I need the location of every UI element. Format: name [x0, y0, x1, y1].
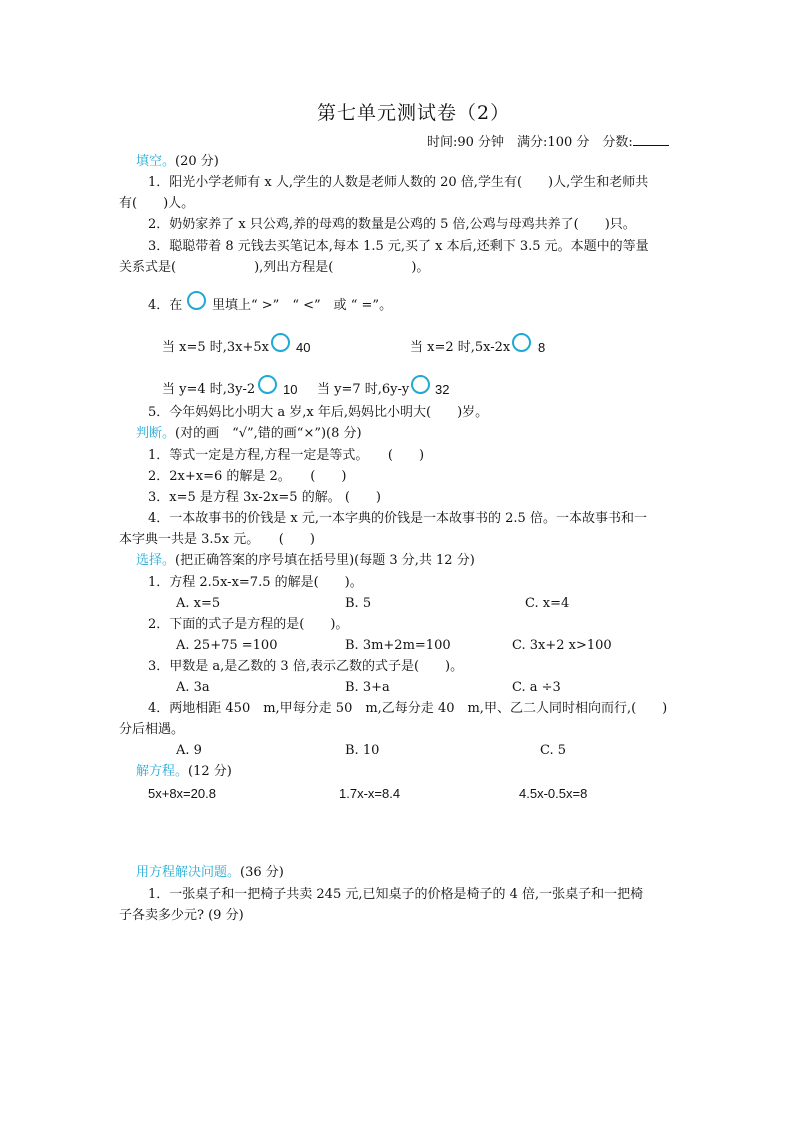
- choice-q1-option-b[interactable]: B. 5: [345, 596, 372, 611]
- equation-2: 1.7x-x=8.4: [339, 786, 401, 801]
- choice-q1-option-a[interactable]: A. x=5: [176, 596, 221, 611]
- section-solve-points: (12 分): [188, 764, 232, 779]
- compare-1-expr: 当 x=5 时,3x+5x: [162, 340, 269, 355]
- choice-q4-option-b[interactable]: B. 10: [345, 743, 380, 758]
- choice-q3-option-a[interactable]: A. 3a: [176, 680, 210, 695]
- compare-3-expr: 当 y=4 时,3y-2: [162, 382, 256, 397]
- choice-q2: 2．下面的式子是方程的是( )。: [148, 617, 349, 632]
- exam-meta-text: 时间:90 分钟 满分:100 分 分数:: [427, 135, 633, 150]
- section-apply-title: 用方程解决问题。: [136, 865, 241, 880]
- fill-q4-prefix: 4．在: [148, 298, 183, 313]
- judge-q1: 1．等式一定是方程,方程一定是等式。 ( ): [148, 448, 425, 463]
- section-judge-title: 判断。: [136, 426, 176, 441]
- judge-q4-line1: 4．一本故事书的价钱是 x 元,一本字典的价钱是一本故事书的 2.5 倍。一本故事书和一: [148, 511, 647, 526]
- equation-3: 4.5x-0.5x=8: [519, 786, 588, 801]
- section-fill-points: (20 分): [175, 154, 219, 169]
- section-solve-heading: [136, 763, 232, 781]
- section-fill-heading: [136, 153, 219, 171]
- apply-q1-line1: 1．一张桌子和一把椅子共卖 245 元,已知桌子的价格是椅子的 4 倍,一张桌子和一把椅: [148, 887, 644, 902]
- section-choice-heading: [136, 552, 475, 570]
- circle-blank-icon[interactable]: [512, 333, 531, 352]
- circle-blank-icon[interactable]: [411, 375, 430, 394]
- compare-1-value: 40: [296, 340, 311, 355]
- choice-q1: 1．方程 2.5x-x=7.5 的解是( )。: [148, 575, 363, 590]
- choice-q4-line2: 分后相遇。: [119, 722, 185, 737]
- fill-q1-line1: 1．阳光小学老师有 x 人,学生的人数是老师人数的 20 倍,学生有( )人,学生和老师共: [148, 175, 649, 190]
- fill-q5: 5．今年妈妈比小明大 a 岁,x 年后,妈妈比小明大( )岁。: [148, 405, 489, 420]
- compare-4-expr: 当 y=7 时,6y-y: [317, 382, 410, 397]
- fill-q3-line2: 关系式是( ),列出方程是( )。: [119, 260, 430, 275]
- judge-q4-line2: 本字典一共是 3.5x 元。 ( ): [119, 532, 315, 547]
- fill-q3-line1: 3．聪聪带着 8 元钱去买笔记本,每本 1.5 元,买了 x 本后,还剩下 3.5 元。本题中的等量: [148, 239, 649, 254]
- compare-4-value: 32: [435, 382, 450, 397]
- choice-q3: 3．甲数是 a,是乙数的 3 倍,表示乙数的式子是( )。: [148, 659, 464, 674]
- fill-q4-suffix: 里填上“ >” “ <” 或 “ =”。: [212, 298, 393, 313]
- score-blank[interactable]: [633, 133, 669, 146]
- section-fill-title: 填空。: [136, 154, 176, 169]
- equation-1: 5x+8x=20.8: [148, 786, 216, 801]
- choice-q2-option-c[interactable]: C. 3x+2 x>100: [512, 638, 612, 653]
- circle-blank-icon[interactable]: [271, 333, 290, 352]
- circle-blank-icon[interactable]: [187, 291, 206, 310]
- choice-q1-option-c[interactable]: C. x=4: [525, 596, 570, 611]
- apply-q1-line2: 子各卖多少元? (9 分): [119, 908, 244, 923]
- choice-q2-option-b[interactable]: B. 3m+2m=100: [345, 638, 451, 653]
- choice-q4-option-c[interactable]: C. 5: [540, 743, 567, 758]
- page-title: 第七单元测试卷（2）: [317, 102, 511, 124]
- choice-q2-option-a[interactable]: A. 25+75 =100: [176, 638, 278, 653]
- fill-q1-line2: 有( )人。: [119, 196, 195, 211]
- compare-2-expr: 当 x=2 时,5x-2x: [410, 340, 511, 355]
- section-apply-points: (36 分): [240, 865, 284, 880]
- section-apply-heading: [136, 864, 284, 882]
- choice-q4-option-a[interactable]: A. 9: [176, 743, 202, 758]
- exam-meta: [427, 133, 669, 152]
- circle-blank-icon[interactable]: [258, 375, 277, 394]
- compare-2-value: 8: [538, 340, 546, 355]
- section-choice-points: (把正确答案的序号填在括号里)(每题 3 分,共 12 分): [175, 553, 475, 568]
- fill-q2: 2．奶奶家养了 x 只公鸡,养的母鸡的数量是公鸡的 5 倍,公鸡与母鸡共养了( )只。: [148, 217, 636, 232]
- judge-q3: 3．x=5 是方程 3x-2x=5 的解。 ( ): [148, 490, 381, 505]
- compare-3-value: 10: [283, 382, 298, 397]
- section-choice-title: 选择。: [136, 553, 176, 568]
- choice-q3-option-b[interactable]: B. 3+a: [345, 680, 390, 695]
- section-judge-heading: [136, 425, 362, 443]
- section-judge-points: (对的画 “√”,错的画“×”)(8 分): [175, 426, 362, 441]
- choice-q3-option-c[interactable]: C. a ÷3: [512, 680, 561, 695]
- judge-q2: 2．2x+x=6 的解是 2。 ( ): [148, 469, 347, 484]
- section-solve-title: 解方程。: [136, 764, 189, 779]
- choice-q4-line1: 4．两地相距 450 m,甲每分走 50 m,乙每分走 40 m,甲、乙二人同时相向而行,( ): [148, 701, 668, 716]
